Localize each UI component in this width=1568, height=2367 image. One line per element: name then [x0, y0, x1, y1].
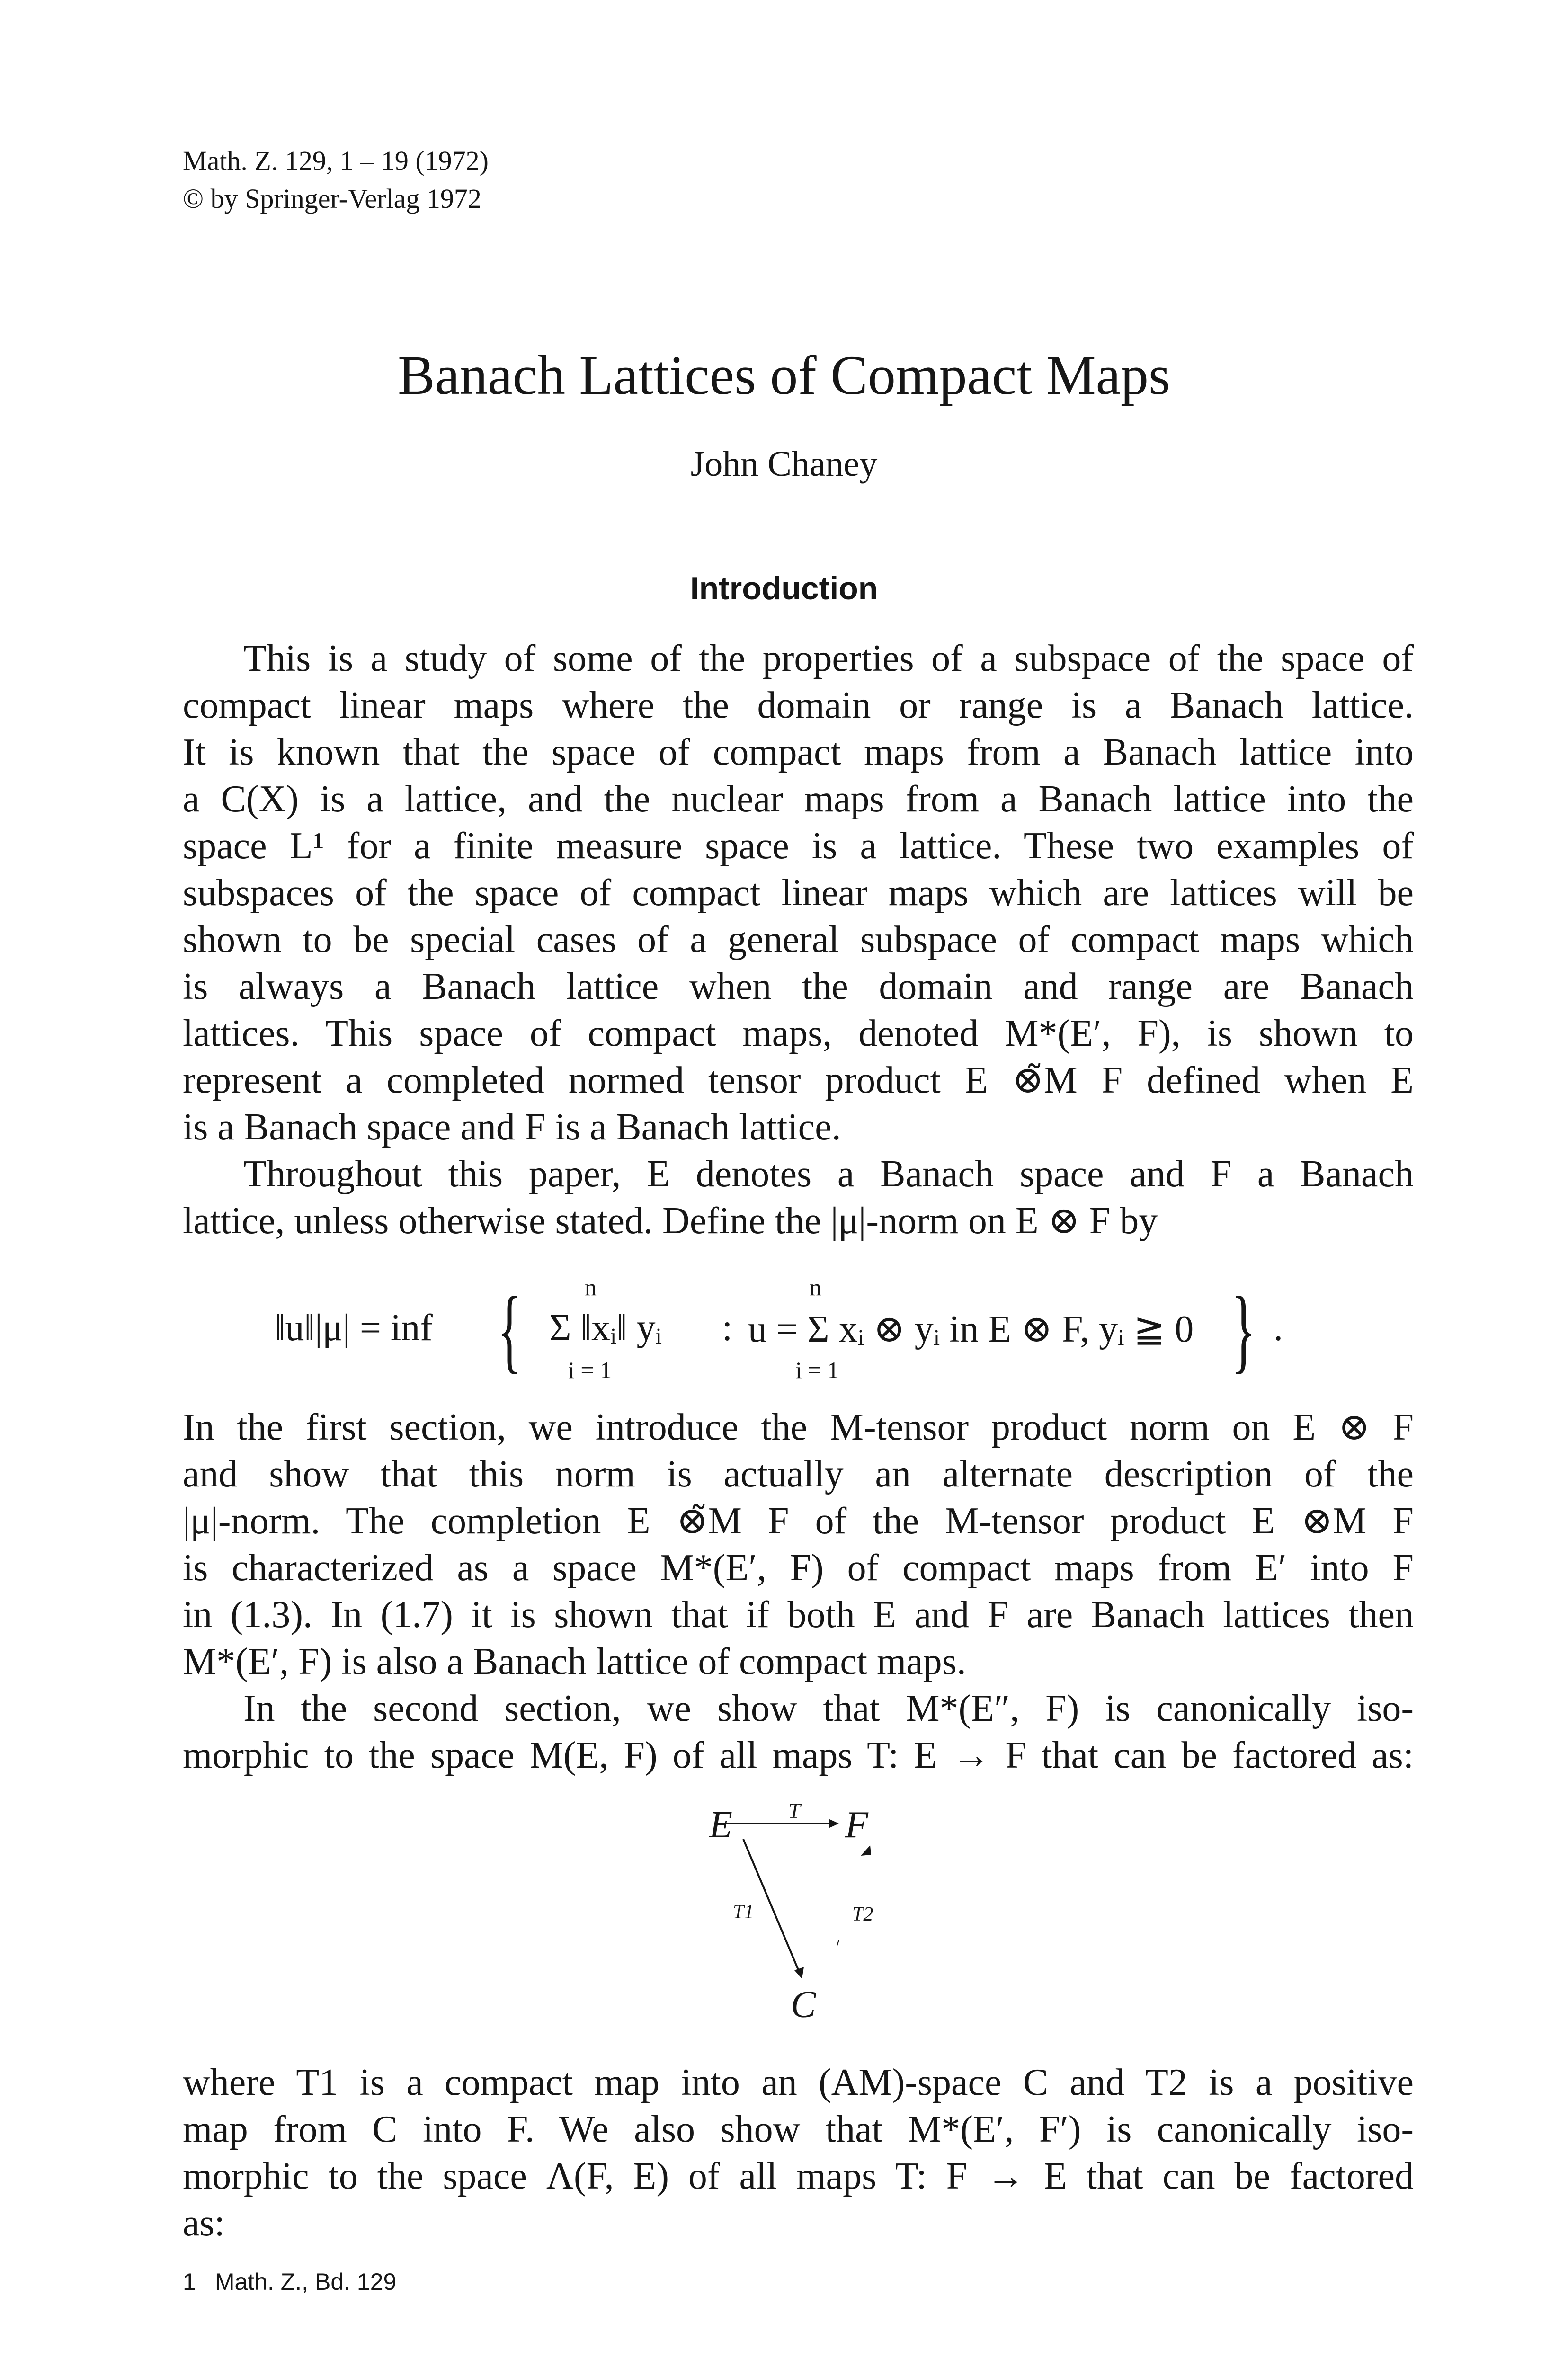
sum-lower-limit-2: i = 1 — [795, 1357, 839, 1383]
intro-paragraph-4 — [183, 1685, 1414, 1779]
norm-definition-formula — [275, 1273, 1363, 1397]
sum-upper-limit-2: n — [810, 1274, 821, 1300]
text-line: space L¹ for a finite measure space is a lattice. These two examples of — [183, 825, 1414, 867]
intro-paragraph-5 — [183, 2059, 1414, 2247]
journal-citation: Math. Z. 129, 1 – 19 (1972) — [183, 145, 489, 176]
page-footnote — [183, 2265, 396, 2298]
node-E: E — [709, 1804, 732, 1846]
text-line: M*(E′, F) is also a Banach lattice of compact maps. — [183, 1641, 966, 1682]
text-line: subspaces of the space of compact linear maps which are lattices will be — [183, 872, 1414, 914]
text-line: |μ|-norm. The completion E ⊗̃M F of the M-tensor product E ⊗M F — [183, 1500, 1414, 1542]
label-T2: T2 — [852, 1904, 873, 1925]
intro-paragraph-3 — [183, 1404, 1414, 1685]
text-line: in (1.3). In (1.7) it is shown that if both E and F are Banach lattices then — [183, 1594, 1414, 1636]
text-line: where T1 is a compact map into an (AM)-space C and T2 is a positive — [183, 2062, 1414, 2103]
section-heading: Introduction — [690, 570, 878, 606]
paper-author: John Chaney — [690, 444, 878, 484]
text-line: is characterized as a space M*(E′, F) of compact maps from E′ into F — [183, 1547, 1414, 1589]
text-line: lattices. This space of compact maps, denoted M*(E′, F), is shown to — [183, 1013, 1414, 1054]
label-T1: T1 — [733, 1901, 754, 1923]
text-line: is a Banach space and F is a Banach lattice. — [183, 1106, 841, 1148]
text-line: lattice, unless otherwise stated. Define the |μ|-norm on E ⊗ F by — [183, 1200, 1158, 1242]
text-line: a C(X) is a lattice, and the nuclear maps from a Banach lattice into the — [183, 778, 1414, 820]
copyright-notice: © by Springer-Verlag 1972 — [183, 183, 481, 214]
formula-colon: : — [722, 1307, 733, 1349]
intro-paragraph-2 — [183, 1151, 1414, 1245]
formula-condition: u = Σ xᵢ ⊗ yᵢ in E ⊗ F, yᵢ ≧ 0 — [748, 1308, 1194, 1350]
arrow-T2-trace — [837, 1940, 839, 1946]
arrow-T-head — [829, 1819, 839, 1828]
node-C: C — [791, 1984, 816, 2026]
text-line: This is a study of some of the properties of a subspace of the space of — [243, 638, 1414, 679]
node-F: F — [845, 1804, 868, 1846]
text-line: morphic to the space M(E, F) of all maps T: E → F that can be factored as: — [183, 1735, 1414, 1776]
text-line: as: — [183, 2202, 225, 2244]
text-line: compact linear maps where the domain or range is a Banach lattice. — [183, 685, 1414, 726]
text-line: In the second section, we show that M*(E″, F) is canonically iso- — [243, 1688, 1414, 1729]
arrow-T2-head — [861, 1845, 871, 1856]
sum-upper-limit: n — [585, 1274, 597, 1300]
text-line: Throughout this paper, E denotes a Banach space and F a Banach — [243, 1153, 1414, 1195]
formula-end: . — [1274, 1307, 1283, 1349]
text-line: and show that this norm is actually an alternate description of the — [183, 1453, 1414, 1495]
arrow-T1-head — [794, 1967, 804, 1979]
text-line: In the first section, we introduce the M-tensor product norm on E ⊗ F — [183, 1406, 1414, 1448]
factorization-diagram — [672, 1789, 909, 2036]
journal-header — [183, 142, 489, 218]
sum-lower-limit: i = 1 — [568, 1357, 612, 1383]
text-line: shown to be special cases of a general subspace of compact maps which — [183, 919, 1414, 961]
right-brace: } — [1231, 1278, 1256, 1382]
text-line: It is known that the space of compact maps from a Banach lattice into — [183, 731, 1414, 773]
formula-lhs: ‖u‖|μ| = inf — [275, 1307, 433, 1349]
text-line: is always a Banach lattice when the domain and range are Banach — [183, 966, 1414, 1007]
footnote-text: Math. Z., Bd. 129 — [214, 2269, 397, 2295]
intro-paragraph-1 — [183, 635, 1414, 1151]
label-T: T — [788, 1798, 801, 1823]
text-line: map from C into F. We also show that M*(E′, F′) is canonically iso- — [183, 2109, 1414, 2150]
paper-title: Banach Lattices of Compact Maps — [398, 344, 1170, 406]
formula-norm-term: Σ ‖xᵢ‖ yᵢ — [549, 1307, 662, 1349]
text-line: represent a completed normed tensor product E ⊗̃M F defined when E — [183, 1059, 1414, 1101]
footnote-number: 1 — [183, 2269, 196, 2295]
left-brace: { — [497, 1278, 522, 1382]
text-line: morphic to the space Λ(F, E) of all maps T: F → E that can be factored — [183, 2155, 1414, 2197]
